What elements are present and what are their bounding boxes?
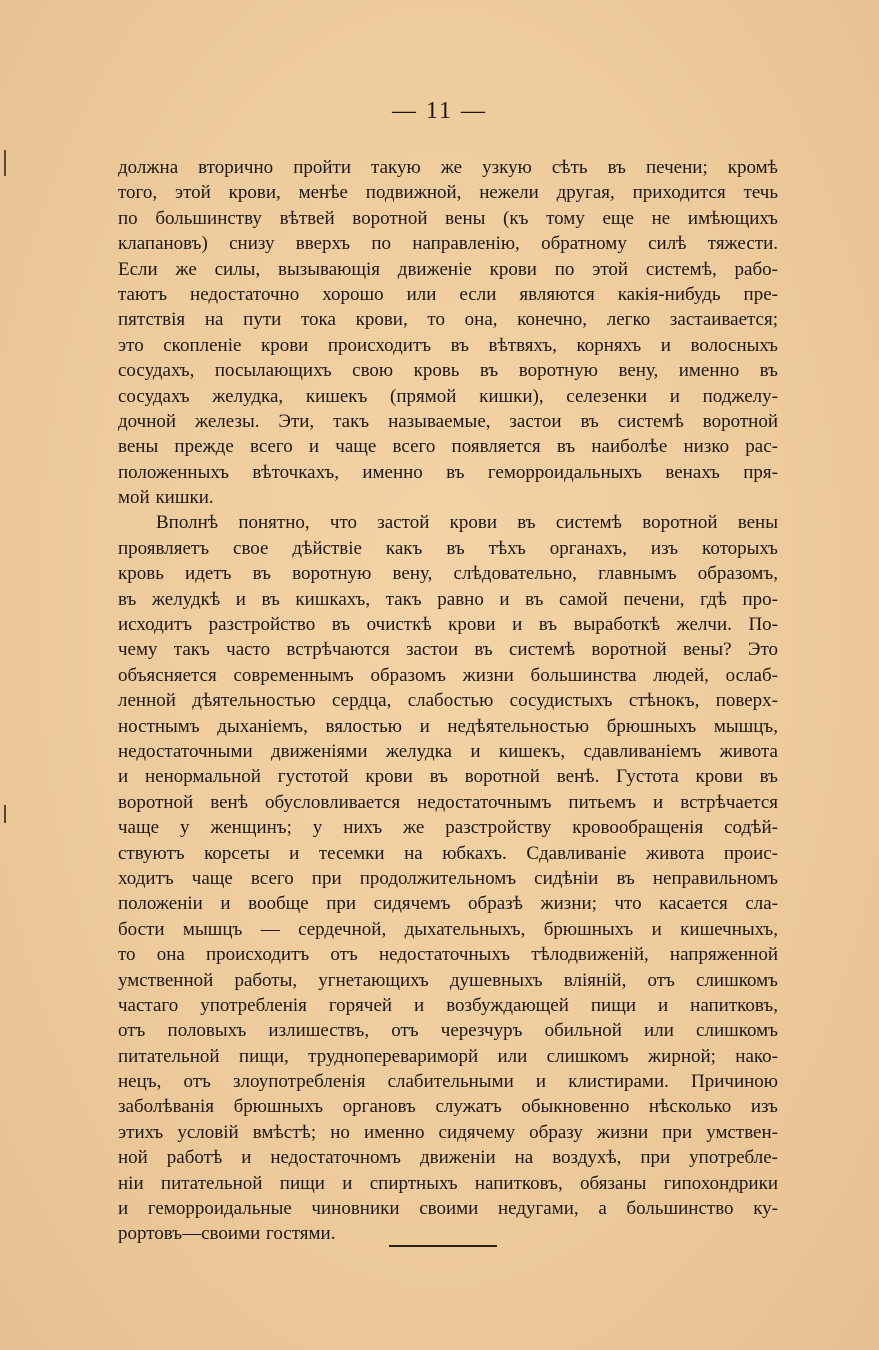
text-line: кровь идетъ въ воротную вену, слѣдовательно, главнымъ образомъ, bbox=[118, 563, 778, 585]
text-line: сосудахъ, посылающихъ свою кровь въ воротную вену, именно въ bbox=[118, 360, 778, 382]
page-edge-mark bbox=[4, 805, 6, 823]
text-line: воротной венѣ обусловливается недостаточнымъ питьемъ и встрѣчается bbox=[118, 791, 778, 813]
text-line: ствуютъ корсеты и тесемки на юбкахъ. Сдавливаніе живота проис- bbox=[118, 842, 778, 864]
text-line: рортовъ—своими гостями. bbox=[118, 1223, 336, 1245]
text-line: ніи питательной пищи и спиртныхъ напитковъ, обязаны гипохондрики bbox=[118, 1172, 778, 1194]
text-line: дочной железы. Эти, такъ называемые, застои въ системѣ воротной bbox=[118, 410, 778, 432]
text-line: сосудахъ желудка, кишекъ (прямой кишки), селезенки и поджелу- bbox=[118, 385, 778, 407]
text-line: питательной пищи, трудноперевариморй или слишкомъ жирной; нако- bbox=[118, 1045, 778, 1067]
text-line: этихъ условій вмѣстѣ; но именно сидячему образу жизни при умствен- bbox=[118, 1121, 778, 1143]
text-line: Вполнѣ понятно, что застой крови въ системѣ воротной вены bbox=[156, 512, 778, 534]
text-line: умственной работы, угнетающихъ душевныхъ вліяній, отъ слишкомъ bbox=[118, 969, 778, 991]
text-line: ходитъ чаще всего при продолжительномъ сидѣніи въ неправильномъ bbox=[118, 867, 778, 889]
text-line: это скопленіе крови происходитъ въ вѣтвяхъ, корняхъ и волосныхъ bbox=[118, 334, 778, 356]
page-edge-mark bbox=[4, 150, 6, 176]
text-line: клапановъ) снизу вверхъ по направленію, обратному силѣ тяжести. bbox=[118, 233, 778, 255]
body-text bbox=[118, 155, 778, 1247]
text-line: и геморроидальные чиновники своими недугами, а большинство ку- bbox=[118, 1198, 778, 1220]
text-line: бости мышцъ — сердечной, дыхательныхъ, брюшныхъ и кишечныхъ, bbox=[118, 918, 778, 940]
text-line: ной работѣ и недостаточномъ движеніи на воздухѣ, при употребле- bbox=[118, 1147, 778, 1169]
text-line: Если же силы, вызывающія движеніе крови по этой системѣ, рабо- bbox=[118, 258, 778, 280]
text-line: мой кишки. bbox=[118, 487, 214, 509]
text-line: частаго употребленія горячей и возбуждающей пищи и напитковъ, bbox=[118, 994, 778, 1016]
text-line: по большинству вѣтвей воротной вены (къ тому еще не имѣющихъ bbox=[118, 207, 778, 229]
paragraph-2 bbox=[118, 510, 778, 1246]
text-line: недостаточными движеніями желудка и кишекъ, сдавливаніемъ живота bbox=[118, 740, 778, 762]
text-line: ностнымъ дыханіемъ, вялостью и недѣятельностью брюшныхъ мышцъ, bbox=[118, 715, 778, 737]
text-line: заболѣванія брюшныхъ органовъ служатъ обыкновенно нѣсколько изъ bbox=[118, 1096, 778, 1118]
text-line: пятствія на пути тока крови, то она, конечно, легко застаивается; bbox=[118, 309, 778, 331]
text-line: то она происходитъ отъ недостаточныхъ тѣлодвиженій, напряженной bbox=[118, 944, 778, 966]
text-line: отъ половыхъ излишествъ, отъ черезчуръ обильной или слишкомъ bbox=[118, 1020, 778, 1042]
text-line: положеніи и вообще при сидячемъ образѣ жизни; что касается сла- bbox=[118, 893, 778, 915]
text-line: исходитъ разстройство въ очисткѣ крови и въ выработкѣ желчи. По- bbox=[118, 614, 778, 636]
text-line: въ желудкѣ и въ кишкахъ, такъ равно и въ самой печени, гдѣ про- bbox=[118, 588, 778, 610]
text-line: должна вторично пройти такую же узкую сѣть въ печени; кромѣ bbox=[118, 157, 778, 178]
text-line: объясняется современнымъ образомъ жизни большинства людей, ослаб- bbox=[118, 664, 778, 686]
text-line: чему такъ часто встрѣчаются застои въ системѣ воротной вены? Это bbox=[118, 639, 778, 661]
text-line: вены прежде всего и чаще всего появляется въ наиболѣе низко рас- bbox=[118, 436, 778, 458]
text-line: ленной дѣятельностью сердца, слабостью сосудистыхъ стѣнокъ, поверх- bbox=[118, 690, 778, 712]
text-line: того, этой крови, менѣе подвижной, нежели другая, приходится течь bbox=[118, 182, 778, 204]
end-rule bbox=[389, 1245, 497, 1247]
page-number: — 11 — bbox=[391, 98, 488, 124]
text-line: положенныхъ вѣточкахъ, именно въ геморроидальныхъ венахъ пря- bbox=[118, 461, 778, 483]
text-line: таютъ недостаточно хорошо или если являются какія-нибудь пре- bbox=[118, 283, 778, 305]
text-line: нецъ, отъ злоупотребленія слабительными и клистирами. Причиною bbox=[118, 1071, 778, 1093]
text-line: проявляетъ свое дѣйствіе какъ въ тѣхъ органахъ, изъ которыхъ bbox=[118, 537, 778, 559]
text-line: чаще у женщинъ; у нихъ же разстройству кровообращенія содѣй- bbox=[118, 817, 778, 839]
text-line: и ненормальной густотой крови въ воротной венѣ. Густота крови въ bbox=[118, 766, 778, 788]
paragraph-1 bbox=[118, 155, 778, 510]
